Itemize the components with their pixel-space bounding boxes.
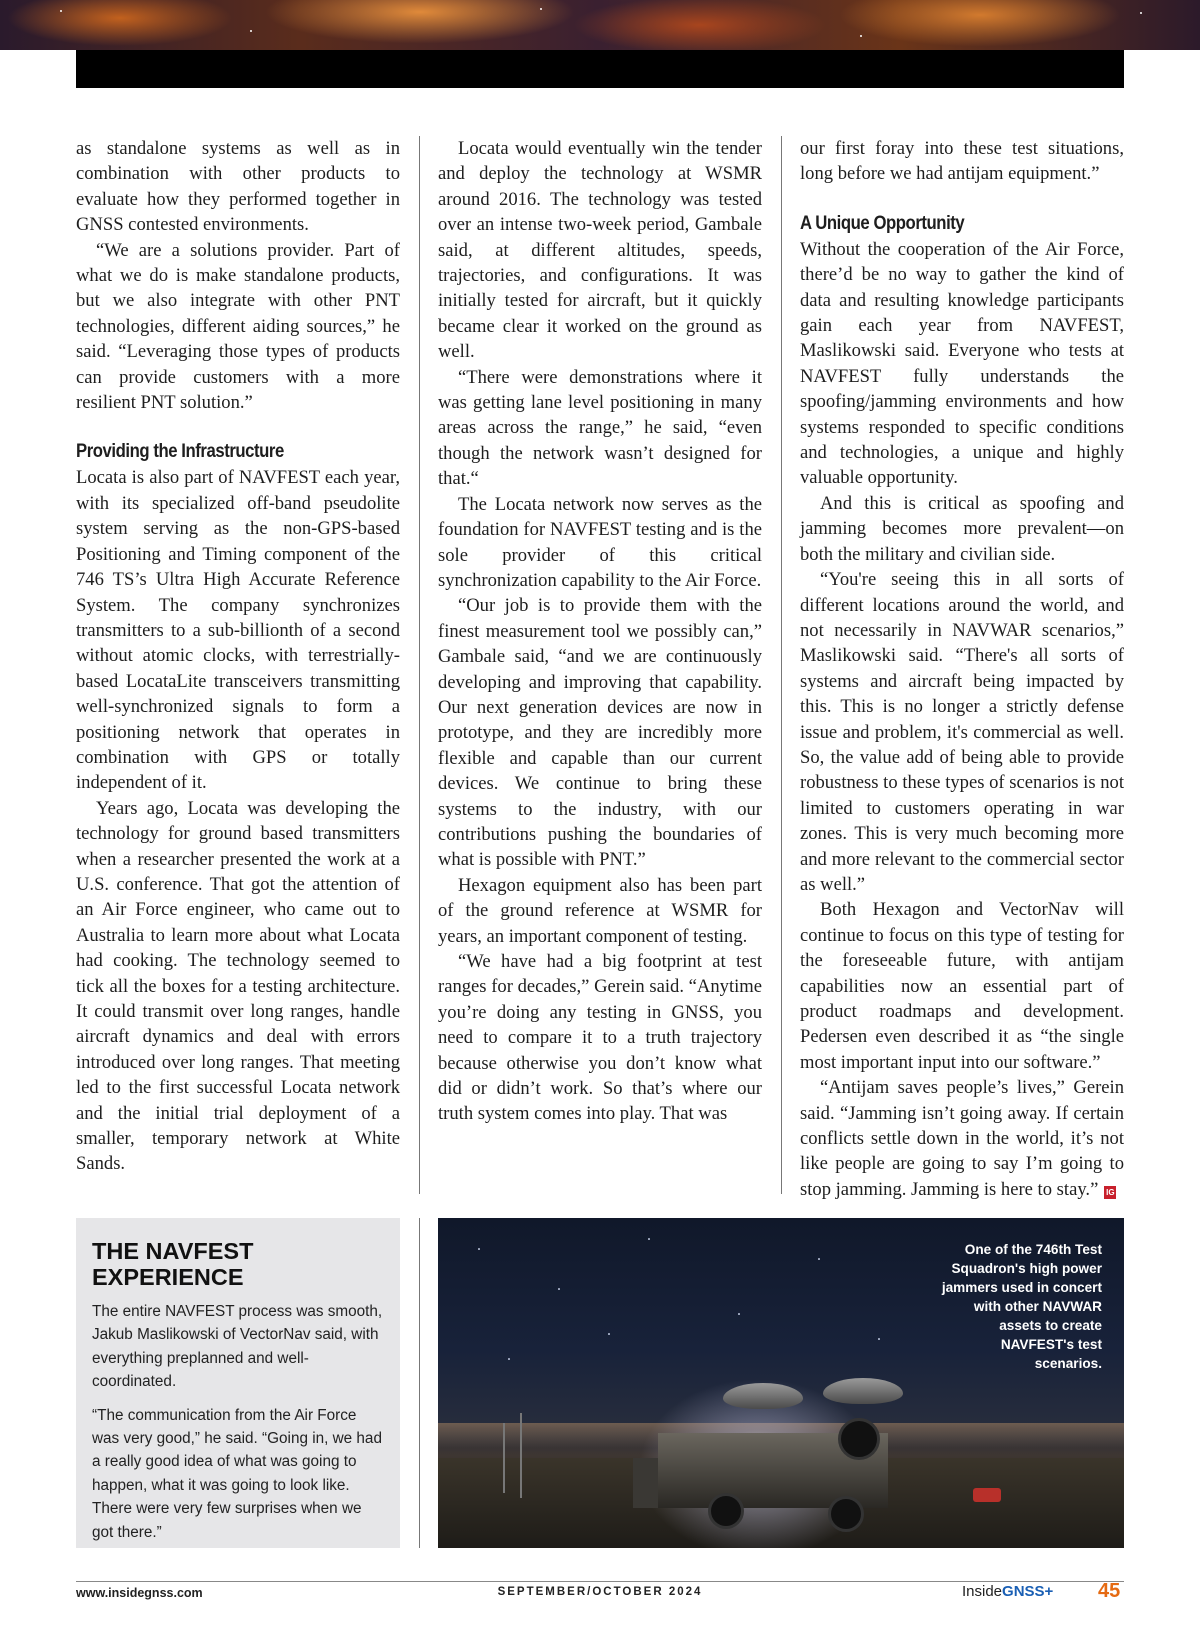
photo-caption: One of the 746th Test Squadron's high power jammers used in concert with other NAVWAR assets to create NAVFEST's test scenarios. — [941, 1242, 1102, 1371]
paragraph: “We have had a big footprint at test ranges for decades,” Gerein said. “Anytime you’re doing any testing in GNSS, you need to compare it to a truth trajectory because otherwise you don’t know what did or didn’t work. So that’s where our truth system comes into play. That was — [438, 951, 762, 1125]
star-decoration — [478, 1248, 480, 1250]
footer-rule — [76, 1581, 1124, 1582]
star-decoration — [608, 1333, 610, 1335]
article-column-2 — [438, 136, 762, 1127]
header-black-bar — [76, 50, 1124, 88]
footer-issue-date: SEPTEMBER/OCTOBER 2024 — [497, 1586, 703, 1598]
paragraph: our first foray into these test situations, long before we had antijam equipment.” — [800, 138, 1124, 185]
star-decoration — [250, 30, 252, 32]
star-decoration — [60, 10, 62, 12]
sidebar-navfest-experience — [76, 1218, 400, 1548]
truck-wheel — [828, 1496, 864, 1532]
article-column-3 — [800, 136, 1124, 1202]
column-divider — [419, 1218, 420, 1548]
sidebar-paragraph: The entire NAVFEST process was smooth, Jakub Maslikowski of VectorNav said, with everything preplanned and well-coordinated. — [92, 1303, 383, 1391]
column-divider — [419, 136, 420, 1194]
star-decoration — [738, 1313, 740, 1315]
column-divider — [781, 136, 782, 1194]
star-decoration — [540, 8, 542, 10]
paragraph: And this is critical as spoofing and jamming becomes more prevalent—on both the military and civilian side. — [800, 492, 1124, 565]
truck-wheel — [708, 1493, 744, 1529]
spare-wheel — [838, 1418, 880, 1460]
star-decoration — [558, 1288, 560, 1290]
paragraph: “Our job is to provide them with the finest measurement tool we possibly can,” Gambale said, “and we are continuously developing and improving that capability. Our next generation devices are now in prototype, and they are incredibly more flexible and capable than our current devices. We continue to bring these systems to the industry, with our contributions pushing the boundaries of what is possible with PNT.” — [438, 595, 762, 871]
sidebar-paragraph: “The communication from the Air Force was very good,” he said. “Going in, we had a really good idea of what was going to happen, what it was going to look like. There were very few surprises when we got there.” — [92, 1406, 382, 1541]
star-decoration — [860, 35, 862, 37]
sidebar-title-line: THE NAVFEST — [92, 1238, 254, 1264]
brand-inside: Inside — [962, 1583, 1003, 1600]
brand-gnss: GNSS+ — [1002, 1583, 1054, 1600]
paragraph: Hexagon equipment also has been part of the ground reference at WSMR for years, an important component of testing. — [438, 874, 762, 947]
tripod-antenna — [503, 1423, 505, 1493]
paragraph: Locata is also part of NAVFEST each year, with its specialized off-band pseudolite system serving as the non-GPS-based Positioning and Timing component of the 746 TS’s Ultra High Accurate Reference System. The company synchronizes transmitters to a sub-billionth of a second without atomic clocks, with terrestrially-based LocataLite transceivers transmitting well-synchronized signals to form a positioning network that operates in combination with GPS or totally independent of it. — [76, 467, 400, 794]
paragraph: “You're seeing this in all sorts of different locations around the world, and not necessarily in NAVWAR scenarios,” Maslikowski said. “There's all sorts of systems and aircraft being impacted by this. This is no longer a strictly defense issue and problem, it's commercial as well. So, the value add of being able to provide robustness to these types of scenarios is not limited to customers operating in war zones. This is very much becoming more and more relevant to the commercial sector as well.” — [800, 569, 1124, 895]
article-column-1 — [76, 136, 400, 1177]
tripod-antenna — [520, 1413, 522, 1498]
paragraph-final — [800, 1075, 1124, 1202]
paragraph: “We are a solutions provider. Part of what we do is make standalone products, but we also integrate with other PNT technologies, different aiding sources,” he said. “Leveraging those types of products can provide customers with a more resilient PNT solution.” — [76, 239, 400, 414]
paragraph: Locata would eventually win the tender and deploy the technology at WSMR around 2016. The technology was tested over an intense two-week period, Gambale said, at different altitudes, speeds, trajectories, and configurations. It was initially tested for aircraft, but it quickly became clear it worked on the ground as well. — [438, 138, 762, 363]
footer-url-link[interactable]: www.insidegnss.com — [76, 1586, 203, 1600]
paragraph: Years ago, Locata was developing the technology for ground based transmitters when a researcher presented the work at a U.S. conference. That got the attention of an Air Force engineer, who came out to Australia to learn more about what Locata had cooking. The technology seemed to tick all the boxes for a testing architecture. It could transmit over long ranges, handle aircraft dynamics and deal with errors introduced over long ranges. That meeting led to the first successful Locata network and the initial trial deployment of a smaller, temporary network at White Sands. — [76, 797, 400, 1175]
footer-brand-logo — [962, 1583, 1053, 1600]
paragraph: Both Hexagon and VectorNav will continue to focus on this type of testing for the foreseeable future, with antijam capabilities now an essential part of product roadmaps and development. Pedersen even described it as “the single most important input into our software.” — [800, 899, 1124, 1073]
paragraph: The Locata network now serves as the foundation for NAVFEST testing and is the sole provider of this critical synchronization capability to the Air Force. — [438, 493, 762, 591]
star-decoration — [508, 1358, 510, 1360]
star-decoration — [1140, 12, 1142, 14]
star-decoration — [648, 1238, 650, 1240]
paragraph-text: “Antijam saves people’s lives,” Gerein said. “Jamming isn’t going away. If certain conflicts settle down in the world, it’s not like people are going to say I’m going to stop jamming. Jamming is here to stay.” — [800, 1077, 1124, 1200]
paragraph: “There were demonstrations where it was getting lane level positioning in many areas across the range,” he said, “even though the network wasn’t designed for that.“ — [438, 366, 762, 490]
section-heading: A Unique Opportunity — [800, 212, 965, 234]
end-mark-icon: IG — [1106, 1187, 1115, 1197]
antenna-dish — [723, 1383, 803, 1409]
page-number: 45 — [1098, 1580, 1121, 1602]
star-decoration — [818, 1258, 820, 1260]
header-banner-nebula — [0, 0, 1200, 50]
antenna-dish — [823, 1378, 903, 1404]
paragraph: as standalone systems as well as in combination with other products to evaluate how they performed together in GNSS contested environments. — [76, 138, 400, 236]
star-decoration — [878, 1338, 880, 1340]
paragraph: Without the cooperation of the Air Force, there’d be no way to gather the kind of data and resulting knowledge participants gain each year from NAVFEST, Maslikowski said. Everyone who tests at NAVFEST fully understands the spoofing/jamming environments and how systems responded to specific conditions and technologies, a unique and highly valuable opportunity. — [800, 238, 1124, 489]
section-heading: Providing the Infrastructure — [76, 441, 284, 463]
jammer-photo — [438, 1218, 1124, 1548]
sidebar-title-line: EXPERIENCE — [92, 1264, 244, 1290]
sidebar-title — [92, 1238, 384, 1290]
red-jammer-unit — [973, 1488, 1001, 1502]
